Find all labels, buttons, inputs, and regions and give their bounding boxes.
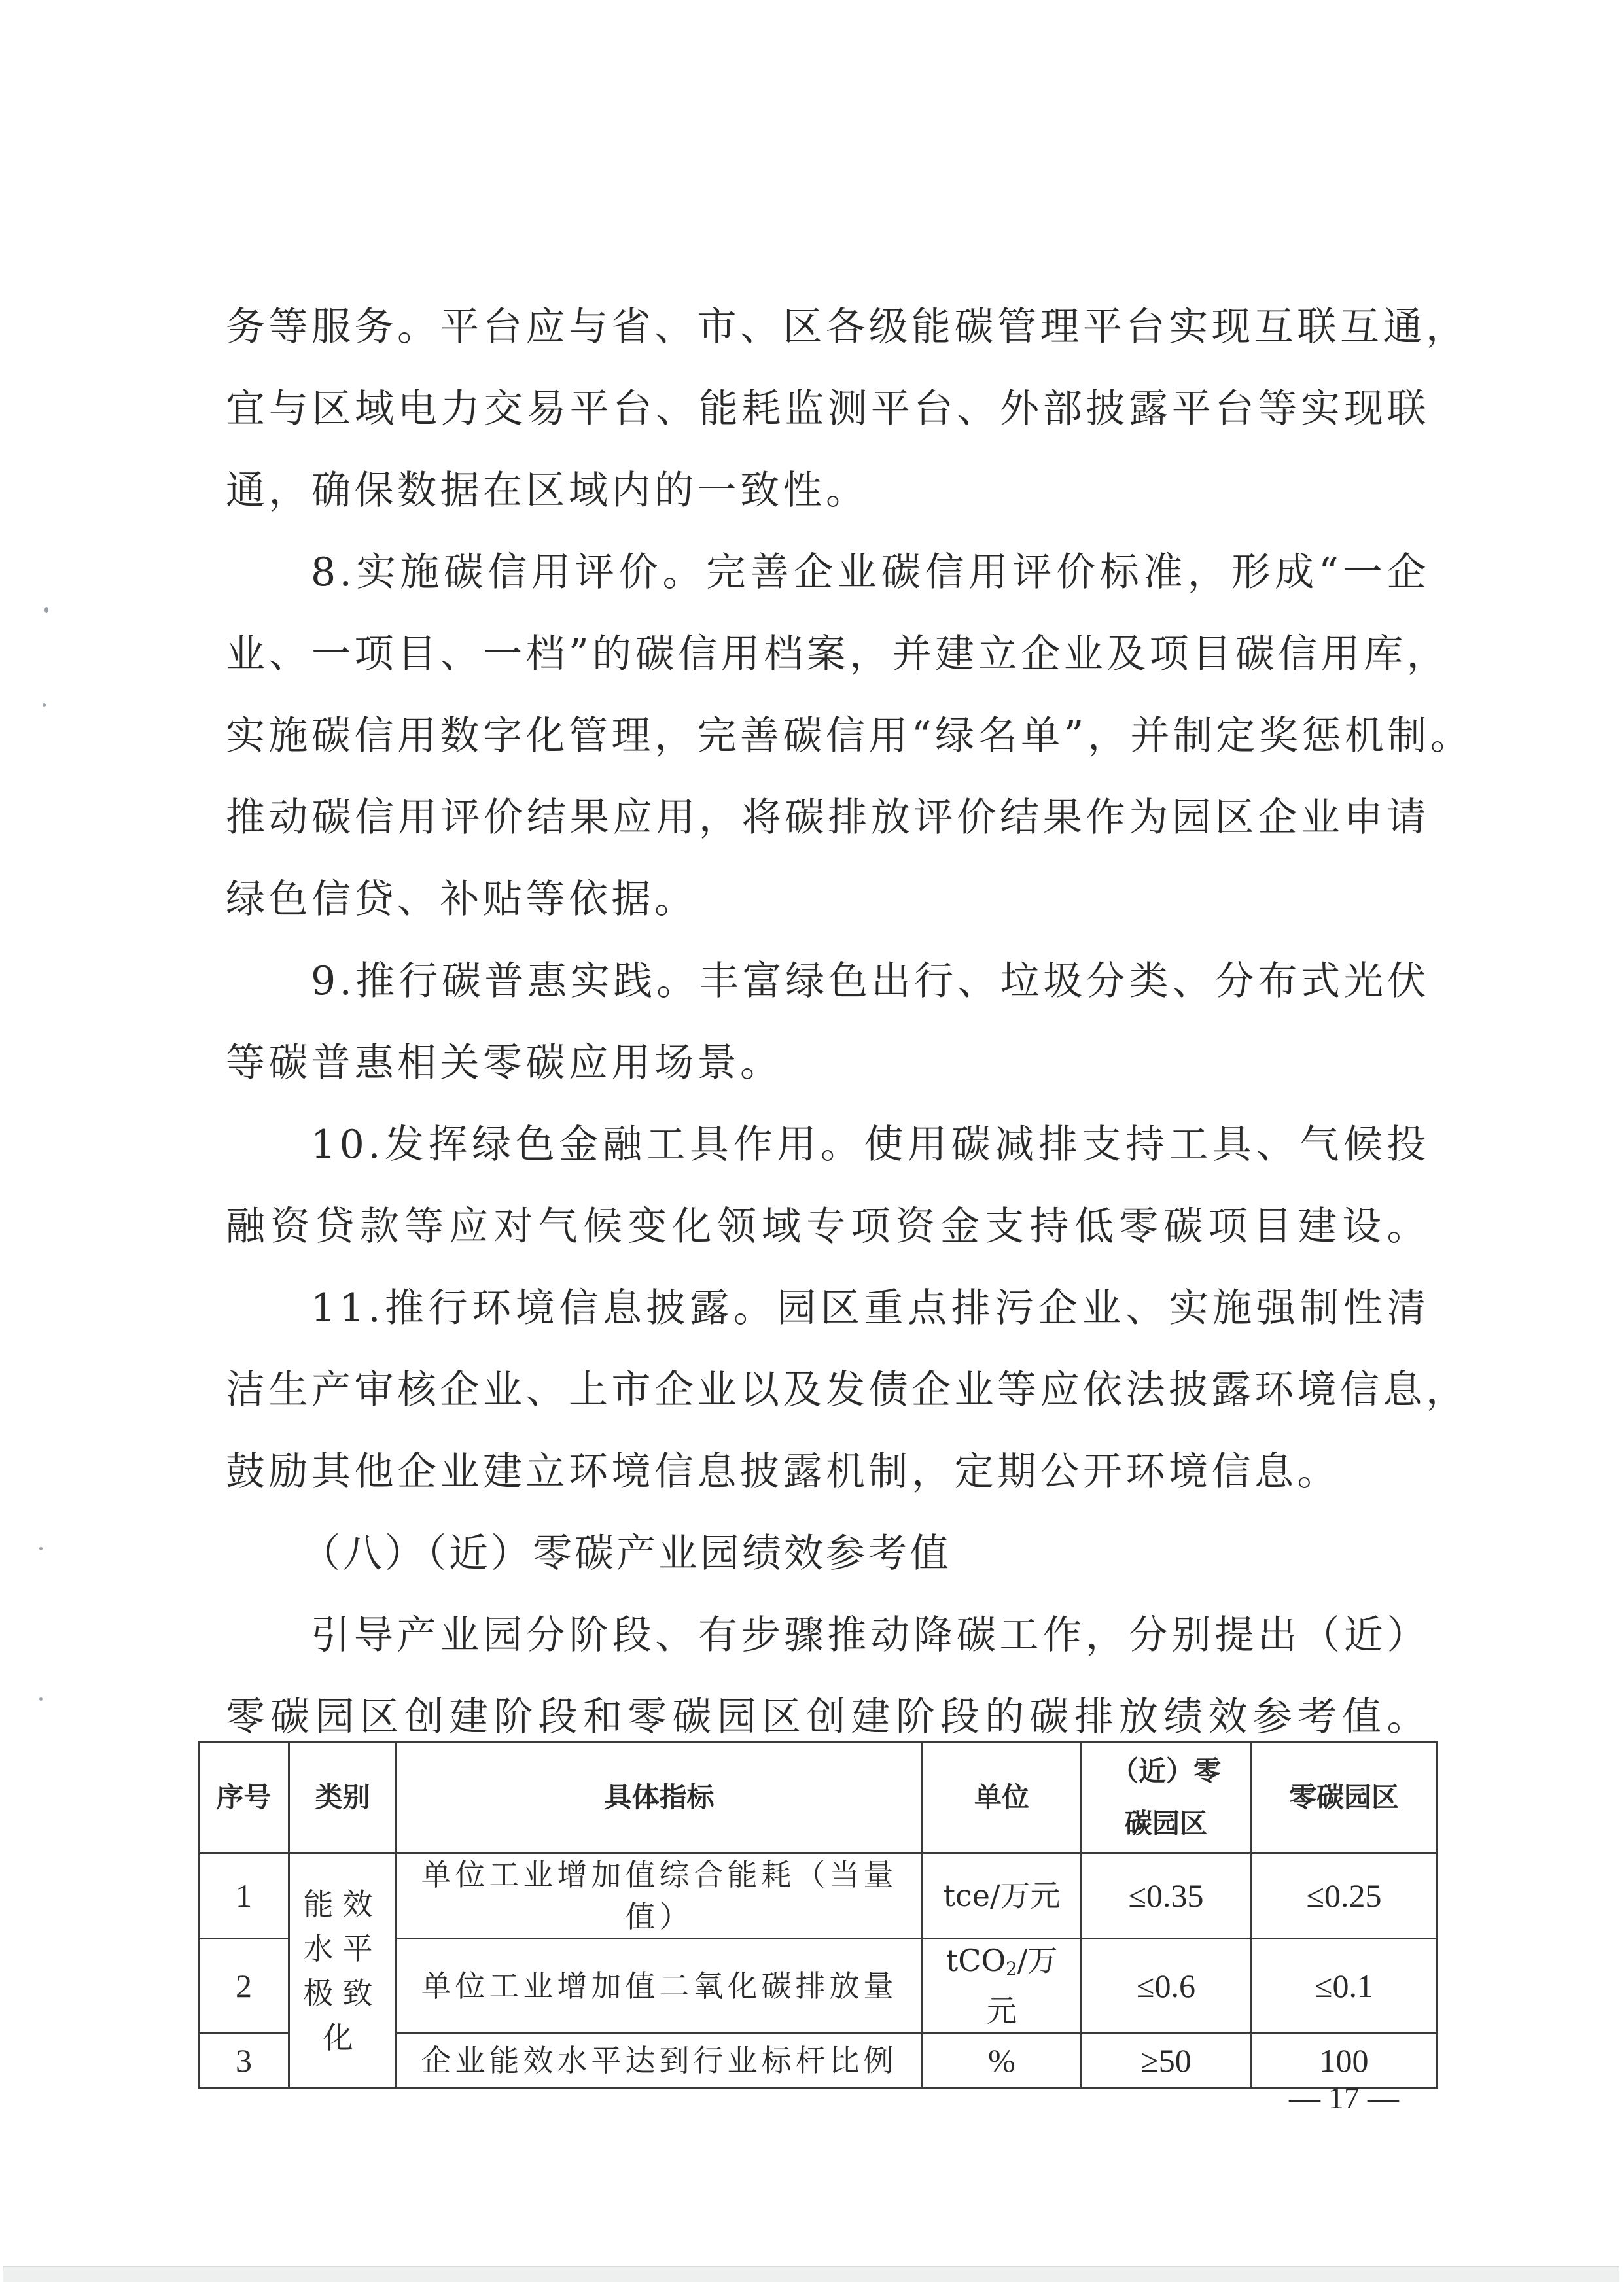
- cell-category: 能效水平极致化: [289, 1853, 397, 2089]
- item-11-title-line: 11.推行环境信息披露。园区重点排污企业、实施强制性清: [311, 1285, 1430, 1331]
- paragraph-line: 洁生产审核企业、上市企业以及发债企业等应依法披露环境信息，: [226, 1367, 1469, 1413]
- scan-bottom-edge: [3, 2266, 1619, 2282]
- paragraph-line: 等碳普惠相关零碳应用场景。: [226, 1040, 783, 1086]
- paragraph-line: 通，确保数据在区域内的一致性。: [226, 468, 869, 513]
- paragraph-line: 零碳园区创建阶段和零碳园区创建阶段的碳排放绩效参考值。: [226, 1694, 1430, 1740]
- cell-unit: %: [923, 2033, 1082, 2089]
- scan-speck: [43, 703, 46, 707]
- paragraph-line: 绿色信贷、补贴等依据。: [226, 877, 697, 922]
- item-9-title-line: 9.推行碳普惠实践。丰富绿色出行、垃圾分类、分布式光伏: [311, 958, 1430, 1004]
- cell-serial-number: 1: [199, 1853, 289, 1939]
- cell-near-zero-value: ≤0.35: [1082, 1853, 1251, 1939]
- header-category: 类别: [289, 1742, 397, 1853]
- scan-speck: [39, 1547, 43, 1550]
- cell-serial-number: 2: [199, 1939, 289, 2033]
- unit-main: tCO: [945, 1943, 1006, 1978]
- header-unit: 单位: [923, 1742, 1082, 1853]
- scan-speck: [39, 1697, 43, 1701]
- table-header-row: [199, 1742, 1438, 1853]
- performance-reference-table: [198, 1741, 1436, 2079]
- paragraph-line: 融资贷款等应对气候变化领域专项资金支持低零碳项目建设。: [226, 1204, 1430, 1249]
- paragraph-line: 鼓励其他企业建立环境信息披露机制，定期公开环境信息。: [226, 1449, 1340, 1495]
- paragraph-line: 引导产业园分阶段、有步骤推动降碳工作，分别提出（近）: [311, 1612, 1430, 1658]
- paragraph-line: 实施碳信用数字化管理，完善碳信用“绿名单”，并制定奖惩机制。: [226, 713, 1474, 759]
- item-10-title-line: 10.发挥绿色金融工具作用。使用碳减排支持工具、气候投: [311, 1122, 1430, 1168]
- cell-indicator: 企业能效水平达到行业标杆比例: [397, 2033, 923, 2089]
- unit-subscript: 2: [1006, 1958, 1017, 1979]
- cell-zero-value: 100: [1251, 2033, 1438, 2089]
- paragraph-line: 务等服务。平台应与省、市、区各级能碳管理平台实现互联互通，: [226, 304, 1469, 350]
- cell-near-zero-value: ≥50: [1082, 2033, 1251, 2089]
- cell-unit: tce/万元: [923, 1853, 1082, 1939]
- scan-speck: [44, 607, 48, 613]
- paragraph-line: 宜与区域电力交易平台、能耗监测平台、外部披露平台等实现联: [226, 386, 1430, 432]
- paragraph-line: 推动碳信用评价结果应用，将碳排放评价结果作为园区企业申请: [226, 795, 1430, 841]
- cell-indicator: 单位工业增加值二氧化碳排放量: [397, 1939, 923, 2033]
- cell-near-zero-value: ≤0.6: [1082, 1939, 1251, 2033]
- table-row: [199, 1853, 1438, 1939]
- page-number: — 17 —: [1289, 2081, 1399, 2115]
- item-8-title-line: 8.实施碳信用评价。完善企业碳信用评价标准，形成“一企: [311, 549, 1430, 595]
- cell-zero-value: ≤0.25: [1251, 1853, 1438, 1939]
- cell-zero-value: ≤0.1: [1251, 1939, 1438, 2033]
- header-serial-number: 序号: [199, 1742, 289, 1853]
- cell-unit: [923, 1939, 1082, 2033]
- unit-tail: /万元: [987, 1943, 1058, 2028]
- section-heading: （八）（近）零碳产业园绩效参考值: [301, 1531, 951, 1576]
- paragraph-line: 业、一项目、一档”的碳信用档案，并建立企业及项目碳信用库，: [226, 631, 1450, 677]
- header-near-zero-carbon-park: （近）零碳园区: [1082, 1742, 1251, 1853]
- header-zero-carbon-park: 零碳园区: [1251, 1742, 1438, 1853]
- cell-indicator: 单位工业增加值综合能耗（当量值）: [397, 1853, 923, 1939]
- header-indicator: 具体指标: [397, 1742, 923, 1853]
- cell-serial-number: 3: [199, 2033, 289, 2089]
